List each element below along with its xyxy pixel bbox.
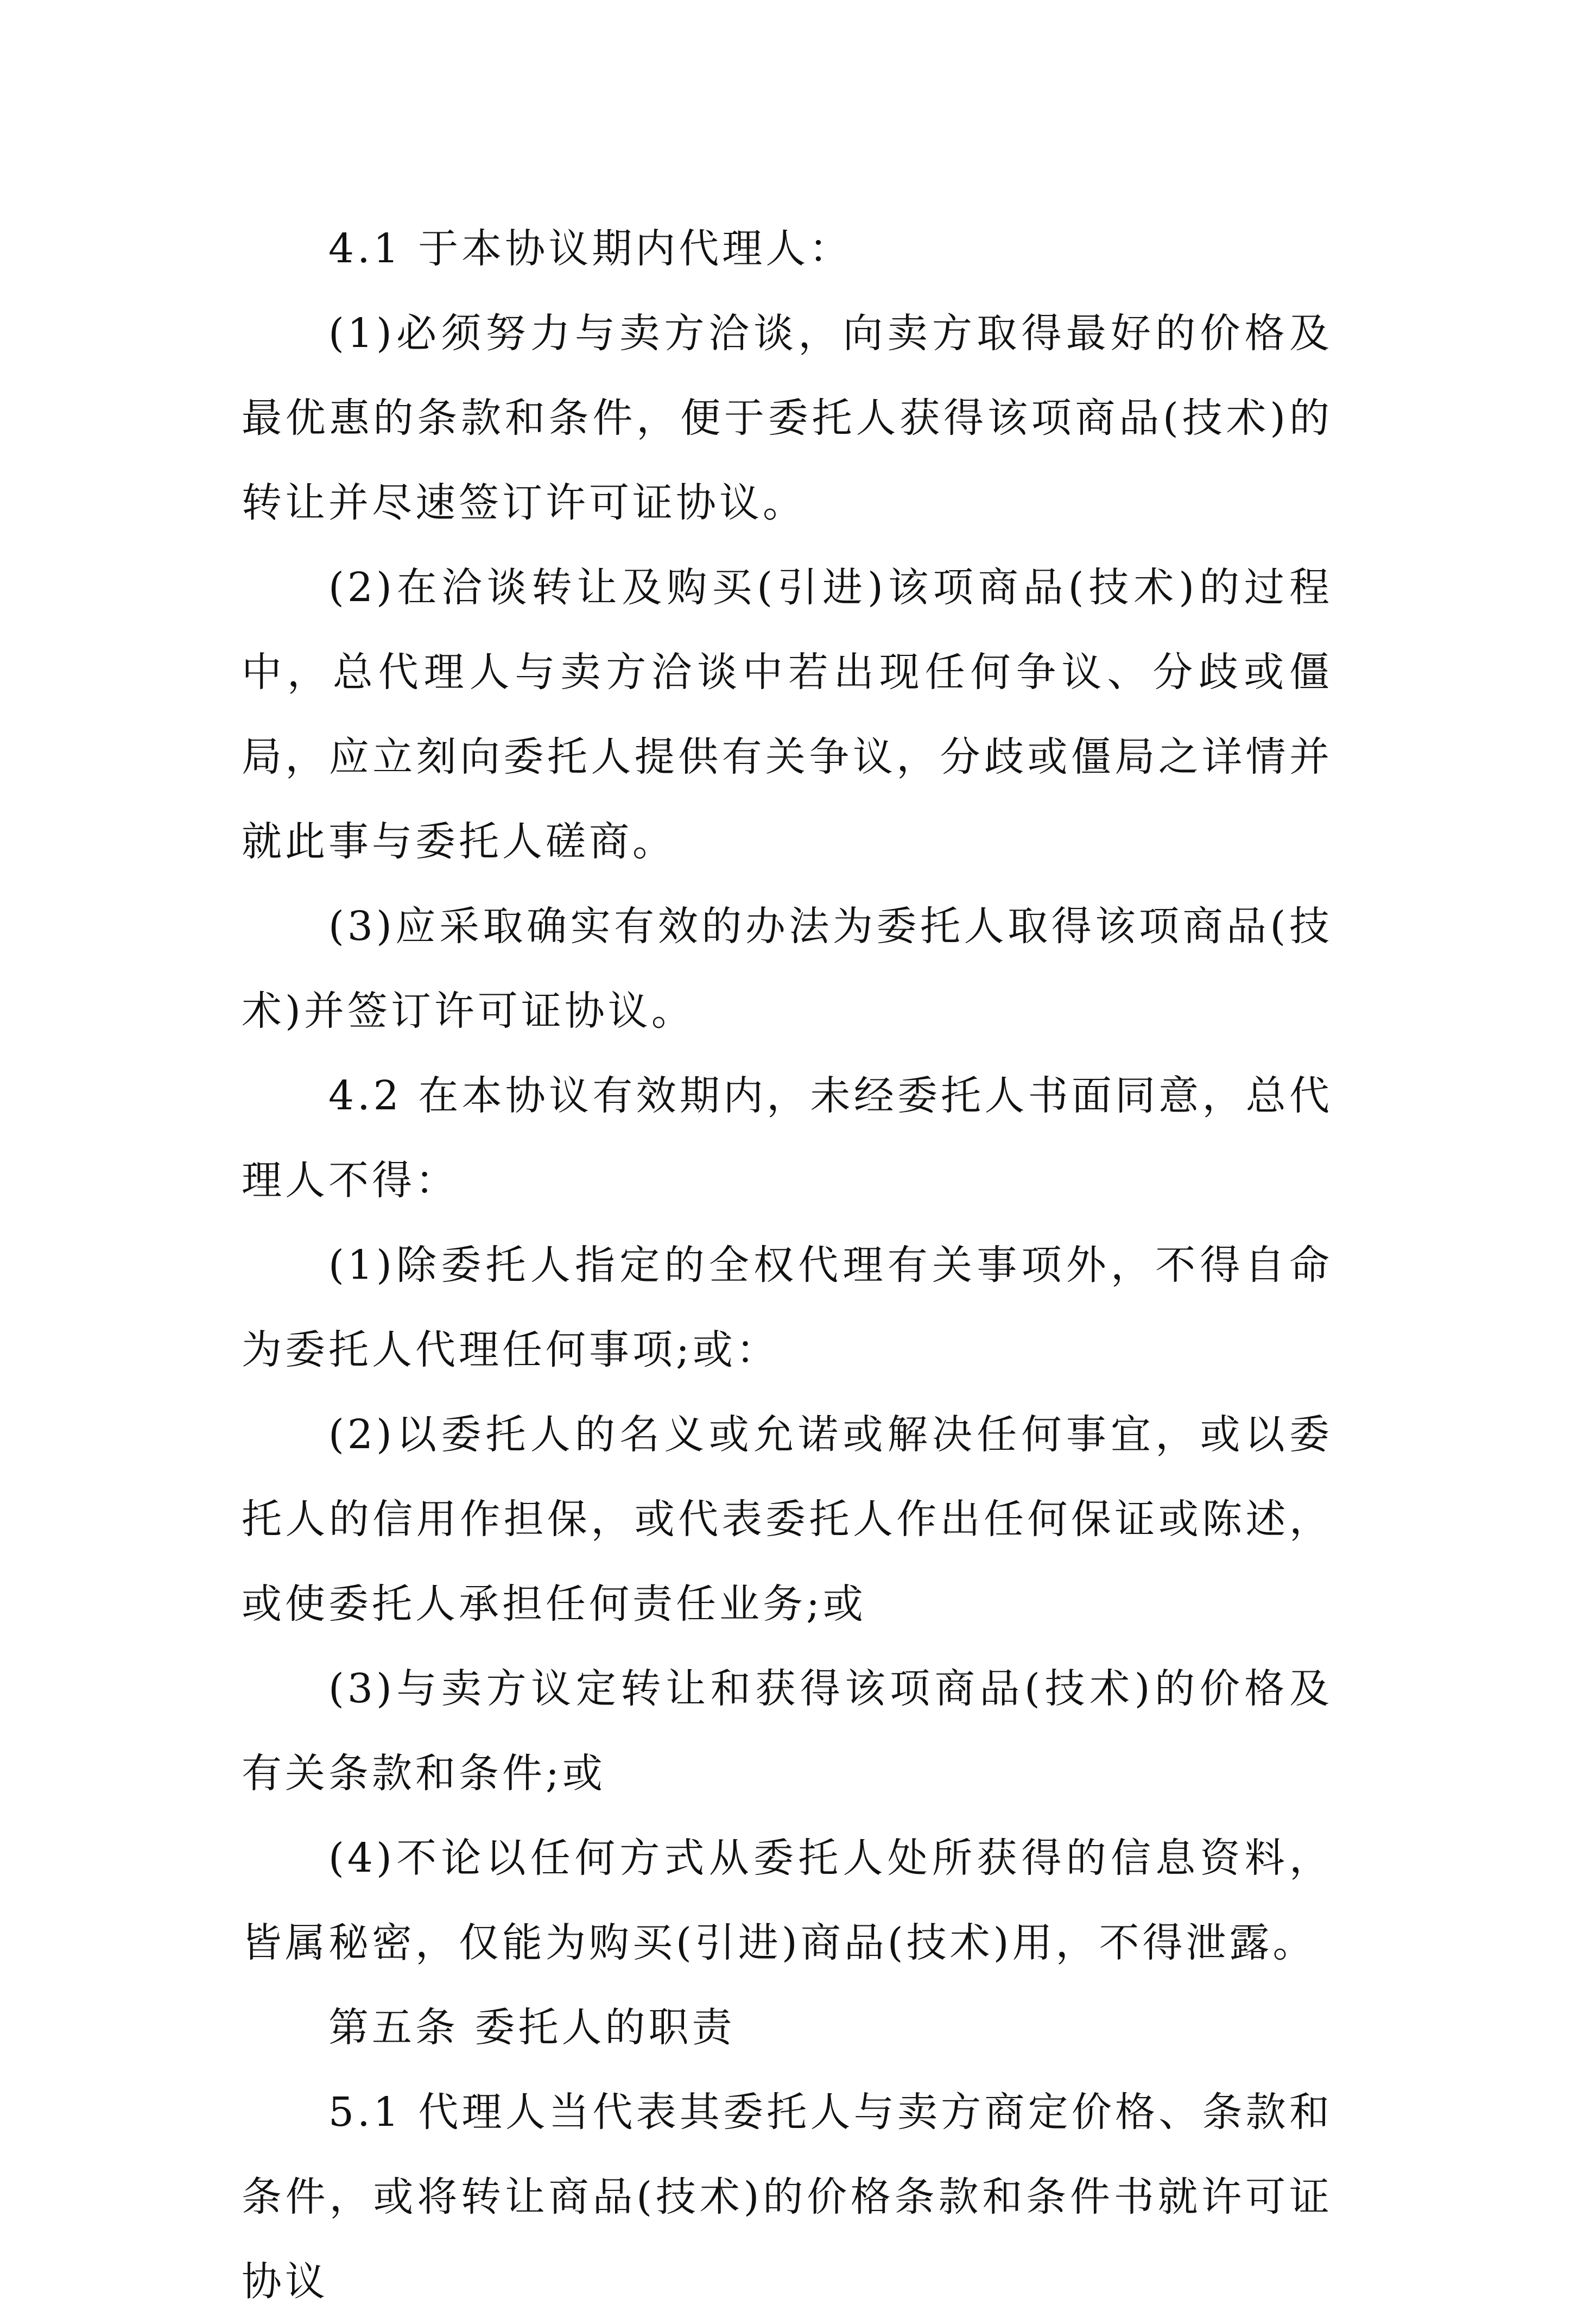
document-body — [242, 206, 1333, 2324]
clause-4-2-intro: 4.2 在本协议有效期内，未经委托人书面同意，总代理人不得： — [242, 1072, 1333, 1204]
clause-4-2-item-1: (1)除委托人指定的全权代理有关事项外，不得自命为委托人代理任何事项;或： — [242, 1242, 1333, 1373]
clause-4-1-intro: 4.1 于本协议期内代理人： — [328, 225, 853, 272]
clause-5-1: 5.1 代理人当代表其委托人与卖方商定价格、条款和条件，或将转让商品(技术)的价格条款和条件书就许可证协议 — [242, 2089, 1333, 2305]
clause-4-1-item-3: (3)应采取确实有效的办法为委托人取得该项商品(技术)并签订许可证协议。 — [242, 903, 1333, 1034]
clause-4-2-item-4: (4)不论以任何方式从委托人处所获得的信息资料，皆属秘密，仅能为购买(引进)商品(技术)用，不得泄露。 — [242, 1835, 1333, 1966]
article-5-heading: 第五条 委托人的职责 — [328, 2004, 736, 2051]
clause-4-2-item-2: (2)以委托人的名义或允诺或解决任何事宜，或以委托人的信用作担保，或代表委托人作出任何保证或陈述，或使委托人承担任何责任业务;或 — [242, 1411, 1333, 1627]
clause-4-2-item-3: (3)与卖方议定转让和获得该项商品(技术)的价格及有关条款和条件;或 — [242, 1665, 1333, 1797]
clause-4-1-item-2: (2)在洽谈转让及购买(引进)该项商品(技术)的过程中，总代理人与卖方洽谈中若出现任何争议、分歧或僵局，应立刻向委托人提供有关争议，分歧或僵局之详情并就此事与委托人磋商。 — [242, 564, 1333, 865]
clause-4-1-item-1: (1)必须努力与卖方洽谈，向卖方取得最好的价格及最优惠的条款和条件，便于委托人获得该项商品(技术)的转让并尽速签订许可证协议。 — [242, 310, 1333, 526]
